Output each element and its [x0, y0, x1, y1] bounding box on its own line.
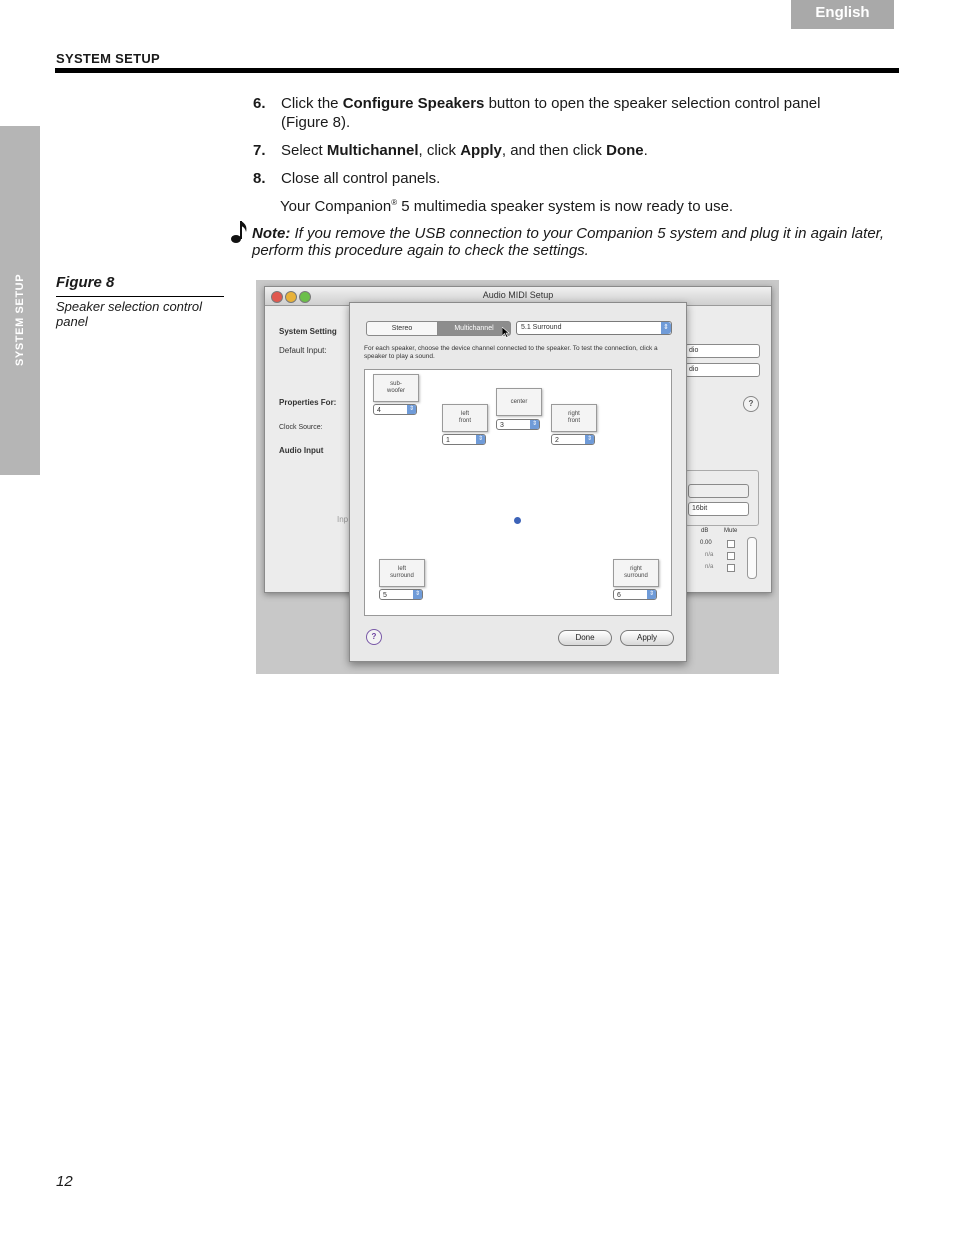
default-output-select[interactable]: dio [685, 363, 760, 377]
section-header: SYSTEM SETUP [56, 51, 161, 66]
speaker-layout-select[interactable]: 5.1 Surround ⇕ [516, 321, 672, 335]
mute-column-header: Mute [724, 528, 738, 534]
properties-for-label: Properties For: [279, 398, 337, 407]
step-text: Close all control panels. [281, 170, 441, 187]
figure-screenshot [256, 280, 779, 674]
configure-speakers-sheet [349, 302, 687, 662]
left-surround-channel-select[interactable]: 5 ⇕ [379, 589, 423, 600]
center-channel-select[interactable]: 3 ⇕ [496, 419, 540, 430]
speaker-left-surround[interactable]: left surround [379, 559, 425, 587]
clock-source-label: Clock Source: [279, 424, 323, 431]
step-number: 8. [253, 170, 266, 187]
system-settings-label: System Setting [279, 327, 337, 336]
table-scrollbar[interactable] [747, 537, 757, 579]
right-surround-channel-select[interactable]: 6 ⇕ [613, 589, 657, 600]
mouse-pointer-icon [502, 327, 510, 338]
multichannel-tab[interactable]: Multichannel [437, 321, 511, 336]
audio-input-label: Audio Input [279, 446, 324, 455]
step-number: 7. [253, 142, 266, 159]
figure-title: Figure 8 [56, 274, 115, 291]
figure-caption: Speaker selection control panel [56, 299, 202, 329]
step-number: 6. [253, 95, 266, 112]
speaker-right-front[interactable]: right front [551, 404, 597, 432]
default-input-select[interactable]: dio [685, 344, 760, 358]
stereo-tab[interactable]: Stereo [366, 321, 438, 336]
format-group [685, 470, 759, 526]
header-rule [55, 68, 899, 73]
mute-checkbox[interactable] [727, 552, 735, 560]
side-tab-label: SYSTEM SETUP [14, 273, 26, 366]
speaker-subwoofer[interactable]: sub- woofer [373, 374, 419, 402]
default-input-label: Default Input: [279, 346, 327, 355]
ready-statement: Your Companion® 5 multimedia speaker system is now ready to use. [280, 198, 734, 215]
listener-position-icon [514, 517, 521, 524]
format-select-disabled [688, 484, 749, 498]
sheet-instructions: For each speaker, choose the device channel connected to the speaker. To test the connection, click a speaker to play a sound. [364, 345, 658, 360]
music-note-icon [230, 219, 250, 245]
page-number: 12 [56, 1173, 73, 1190]
apply-button[interactable]: Apply [620, 630, 674, 646]
left-front-channel-select[interactable]: 1 ⇕ [442, 434, 486, 445]
input-label: Inp [337, 515, 349, 524]
subwoofer-channel-select[interactable]: 4 ⇕ [373, 404, 417, 415]
figure-rule [56, 296, 224, 297]
mute-checkbox[interactable] [727, 564, 735, 572]
window-title: Audio MIDI Setup [482, 290, 554, 300]
note: Note: If you remove the USB connection to your Companion 5 system and plug it in again later, perform this procedure again to check the settings. [252, 225, 884, 259]
speaker-right-surround[interactable]: right surround [613, 559, 659, 587]
speaker-layout-canvas [364, 369, 672, 616]
help-icon[interactable]: ? [743, 396, 759, 412]
language-tab: English [791, 0, 894, 29]
mute-checkbox[interactable] [727, 540, 735, 548]
speaker-center[interactable]: center [496, 388, 542, 416]
step-text: Select Multichannel, click Apply, and then click Done. [281, 142, 648, 159]
db-column-header: dB [701, 528, 709, 534]
db-value-na: n/a [705, 564, 714, 570]
step-text: Click the Configure Speakers button to open the speaker selection control panel (Figure 8). [281, 95, 821, 131]
done-button[interactable]: Done [558, 630, 612, 646]
db-value-na: n/a [705, 552, 714, 558]
help-icon[interactable]: ? [366, 629, 382, 645]
side-tab [0, 126, 40, 475]
db-value: 0.00 [700, 540, 712, 546]
format-select[interactable]: 16bit [688, 502, 749, 516]
right-front-channel-select[interactable]: 2 ⇕ [551, 434, 595, 445]
speaker-left-front[interactable]: left front [442, 404, 488, 432]
